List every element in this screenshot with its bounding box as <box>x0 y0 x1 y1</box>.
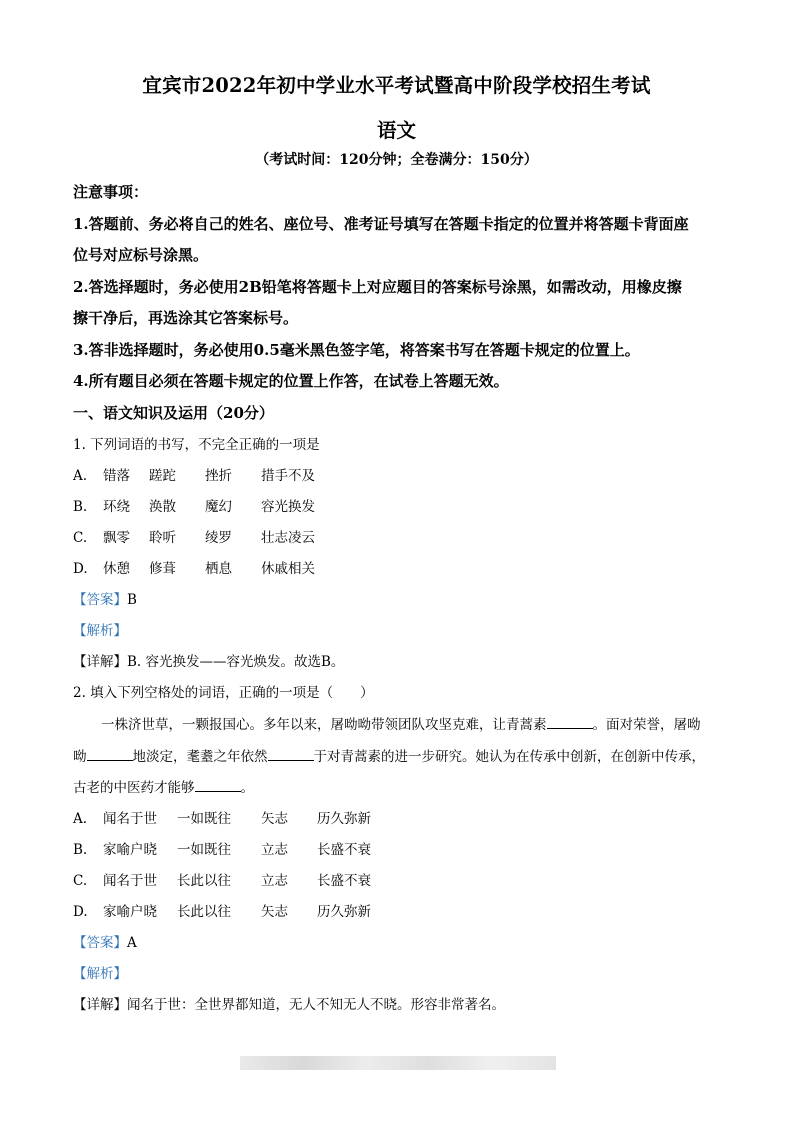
passage-text: 一株济世草，一颗报国心。多年以来，屠呦呦带领团队攻坚克难，让青蒿素 <box>101 717 547 733</box>
q2-option-d <box>73 900 371 920</box>
option-word: 措手不及 <box>261 468 315 484</box>
option-word: 家喻户晓 <box>103 842 157 858</box>
exam-subject: 语文 <box>376 119 416 142</box>
q2-option-c <box>73 869 371 889</box>
q2-stem: 2. 填入下列空格处的词语，正确的一项是（ ） <box>73 685 374 701</box>
option-word: 蹉跎 <box>149 468 176 484</box>
q2-analysis-tag: 【解析】 <box>73 966 127 982</box>
option-word: 容光换发 <box>261 499 315 515</box>
exam-info: （考试时间：120分钟；全卷满分：150分） <box>255 152 538 168</box>
option-word: 矢志 <box>261 904 288 920</box>
passage-text: 于对青蒿素的进一步研究。她认为在传承中创新，在创新中传承， <box>313 749 705 765</box>
option-key: A. <box>73 811 88 827</box>
q2-passage-line <box>73 745 721 765</box>
answer-tag: 【答案】 <box>73 592 127 608</box>
answer-tag: 【答案】 <box>73 935 127 951</box>
notice-item: 3.答非选择题时，务必使用0.5毫米黑色签字笔，将答案书写在答题卡规定的位置上。 <box>73 341 640 359</box>
option-word: 闻名于世 <box>103 811 157 827</box>
q1-option-b <box>73 495 315 515</box>
option-key: D. <box>73 561 88 577</box>
option-word: 闻名于世 <box>103 873 157 889</box>
option-word: 错落 <box>103 468 130 484</box>
q1-stem: 1. 下列词语的书写，不完全正确的一项是 <box>73 437 320 453</box>
option-word: 涣散 <box>149 499 176 515</box>
option-word: 立志 <box>261 873 288 889</box>
option-word: 环绕 <box>103 499 130 515</box>
footer-watermark <box>240 1056 556 1070</box>
option-word: 休憩 <box>103 561 130 577</box>
option-word: 长盛不衰 <box>317 842 371 858</box>
option-key: C. <box>73 873 88 889</box>
q2-option-b <box>73 838 371 858</box>
passage-text: 呦 <box>73 749 87 765</box>
option-key: B. <box>73 499 88 515</box>
notice-item: 1.答题前、务必将自己的姓名、座位号、准考证号填写在答题卡指定的位置并将答题卡背面座 <box>73 215 689 233</box>
option-word: 栖息 <box>205 561 232 577</box>
option-word: 长盛不衰 <box>317 873 371 889</box>
option-word: 一如既往 <box>177 842 231 858</box>
fill-blank <box>547 716 593 729</box>
fill-blank <box>268 748 314 761</box>
fill-blank <box>195 779 241 792</box>
passage-text: 。面对荣誉，屠呦 <box>592 717 701 733</box>
option-word: 壮志凌云 <box>261 530 315 546</box>
passage-text: 地淡定，耄耋之年依然 <box>132 749 268 765</box>
option-key: B. <box>73 842 88 858</box>
option-key: C. <box>73 530 88 546</box>
fill-blank <box>87 748 133 761</box>
notice-item: 位号对应标号涂黑。 <box>73 246 209 264</box>
q2-detail: 【详解】闻名于世：全世界都知道，无人不知无人不晓。形容非常著名。 <box>73 997 505 1013</box>
option-key: A. <box>73 468 88 484</box>
section-heading: 一、语文知识及运用（20分） <box>73 404 274 422</box>
q1-option-a <box>73 464 315 484</box>
option-word: 一如既往 <box>177 811 231 827</box>
notice-item: 4.所有题目必须在答题卡规定的位置上作答，在试卷上答题无效。 <box>73 372 509 390</box>
option-word: 立志 <box>261 842 288 858</box>
option-word: 历久弥新 <box>317 811 371 827</box>
option-word: 矢志 <box>261 811 288 827</box>
option-word: 长此以往 <box>177 904 231 920</box>
q2-answer <box>73 931 137 951</box>
option-word: 绫罗 <box>205 530 232 546</box>
q1-option-c <box>73 526 315 546</box>
option-word: 魔幻 <box>205 499 232 515</box>
notice-item: 2.答选择题时，务必使用2B铅笔将答题卡上对应题目的答案标号涂黑，如需改动，用橡皮擦 <box>73 278 682 296</box>
notice-heading: 注意事项： <box>73 183 149 201</box>
notice-item: 擦干净后，再选涂其它答案标号。 <box>73 309 299 327</box>
option-key: D. <box>73 904 88 920</box>
answer-value: A <box>127 935 137 951</box>
exam-title: 宜宾市2022年初中学业水平考试暨高中阶段学校招生考试 <box>142 74 651 97</box>
option-word: 挫折 <box>205 468 232 484</box>
option-word: 长此以往 <box>177 873 231 889</box>
option-word: 历久弥新 <box>317 904 371 920</box>
q1-analysis-tag: 【解析】 <box>73 623 127 639</box>
q2-option-a <box>73 807 371 827</box>
option-word: 修葺 <box>149 561 176 577</box>
option-word: 家喻户晓 <box>103 904 157 920</box>
q2-passage-line <box>73 776 721 796</box>
option-word: 飘零 <box>103 530 130 546</box>
answer-value: B <box>127 592 137 608</box>
q2-passage-line <box>73 713 721 733</box>
q1-answer <box>73 588 137 608</box>
q1-detail: 【详解】B. 容光换发——容光焕发。故选B。 <box>73 654 345 670</box>
passage-text: 古老的中医药才能够 <box>73 780 195 796</box>
option-word: 聆听 <box>149 530 176 546</box>
passage-text: 。 <box>240 780 254 796</box>
q1-option-d <box>73 557 315 577</box>
option-word: 休戚相关 <box>261 561 315 577</box>
